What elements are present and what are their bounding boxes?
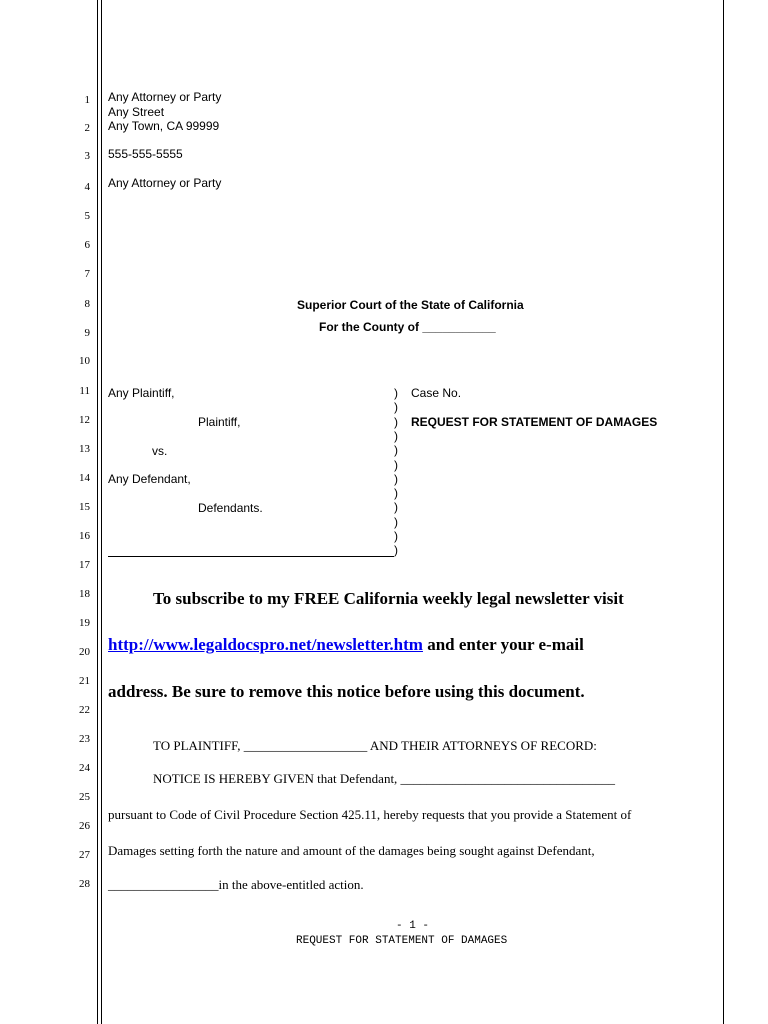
caption-paren: ) (394, 443, 398, 458)
line-number: 9 (84, 327, 90, 339)
line-number: 21 (79, 675, 90, 687)
line-number: 4 (84, 181, 90, 193)
defendant-role: Defendants. (198, 501, 263, 515)
caption-paren: ) (394, 543, 398, 558)
caption-paren: ) (394, 457, 398, 472)
line-number: 6 (84, 239, 90, 251)
line-number: 25 (79, 791, 90, 803)
caption-paren: ) (394, 514, 398, 529)
notice-line-2 (108, 635, 584, 655)
left-margin-rule-outer (97, 0, 98, 1024)
caption-paren: ) (394, 400, 398, 415)
line-number: 10 (79, 355, 90, 367)
line-number: 12 (79, 414, 90, 426)
plaintiff-name: Any Plaintiff, (108, 386, 175, 400)
caption-paren: ) (394, 428, 398, 443)
line-number: 17 (79, 559, 90, 571)
caption-paren: ) (394, 414, 398, 429)
line-number: 15 (79, 501, 90, 513)
attorney-name: Any Attorney or Party (108, 90, 222, 104)
document-title: REQUEST FOR STATEMENT OF DAMAGES (411, 415, 658, 429)
line-number: 13 (79, 443, 90, 455)
line-number: 26 (79, 820, 90, 832)
caption-paren: ) (394, 500, 398, 515)
versus-label: vs. (152, 444, 168, 458)
line-number: 3 (84, 150, 90, 162)
line-number: 11 (79, 385, 90, 397)
attorney-city: Any Town, CA 99999 (108, 119, 220, 133)
newsletter-link[interactable]: http://www.legaldocspro.net/newsletter.htm (108, 635, 423, 654)
caption-bottom-rule (108, 556, 394, 557)
line-number: 24 (79, 762, 90, 774)
line-number: 27 (79, 849, 90, 861)
line-number: 18 (79, 588, 90, 600)
body-line-2: NOTICE IS HEREBY GIVEN that Defendant, _________________________________ (153, 771, 616, 786)
attorney-phone: 555-555-5555 (108, 147, 183, 161)
line-number: 22 (79, 704, 90, 716)
attorney-street: Any Street (108, 105, 165, 119)
attorney-for: Any Attorney or Party (108, 176, 222, 190)
line-number: 8 (84, 298, 90, 310)
caption-paren: ) (394, 471, 398, 486)
caption-paren: ) (394, 486, 398, 501)
court-county: For the County of ___________ (319, 320, 496, 334)
right-margin-rule (723, 0, 724, 1024)
plaintiff-role: Plaintiff, (198, 415, 241, 429)
caption-paren: ) (394, 529, 398, 543)
line-number: 1 (84, 94, 90, 106)
notice-line-3: address. Be sure to remove this notice before using this document. (108, 682, 585, 701)
line-number: 16 (79, 530, 90, 542)
line-number: 20 (79, 646, 90, 658)
body-line-3: pursuant to Code of Civil Procedure Section 425.11, hereby requests that you provide a Statement of (108, 807, 632, 822)
body-line-4: Damages setting forth the nature and amount of the damages being sought against Defendant, (108, 843, 595, 858)
line-number: 5 (84, 210, 90, 222)
notice-line-2-rest: and enter your e-mail (422, 635, 584, 654)
line-number: 14 (79, 472, 90, 484)
defendant-name: Any Defendant, (108, 472, 191, 486)
line-number: 28 (79, 878, 90, 890)
page-number: - 1 - (396, 920, 430, 932)
line-number: 19 (79, 617, 90, 629)
body-line-5: _________________in the above-entitled action. (108, 877, 364, 892)
footer-title: REQUEST FOR STATEMENT OF DAMAGES (296, 935, 508, 947)
line-number: 7 (84, 268, 90, 280)
case-number-label: Case No. (411, 386, 462, 400)
caption-paren: ) (394, 386, 398, 400)
notice-line-1: To subscribe to my FREE California weekly legal newsletter visit (153, 589, 624, 608)
line-number: 2 (84, 122, 90, 134)
line-number: 23 (79, 733, 90, 745)
court-name: Superior Court of the State of California (297, 298, 524, 312)
body-line-1: TO PLAINTIFF, ___________________ AND THEIR ATTORNEYS OF RECORD: (153, 738, 597, 753)
left-margin-rule-inner (101, 0, 102, 1024)
